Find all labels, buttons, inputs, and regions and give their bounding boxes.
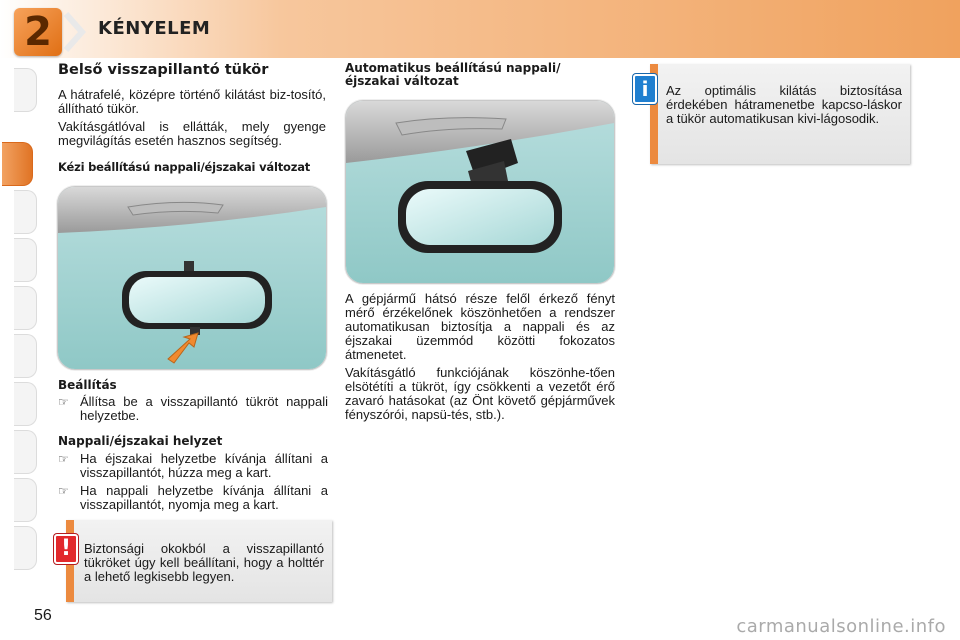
manual-version-heading: Kézi beállítású nappali/éjszakai változat: [58, 160, 311, 174]
chapter-tab-10[interactable]: [14, 526, 37, 570]
chapter-tab-4[interactable]: [14, 238, 37, 282]
page-number: 56: [34, 607, 52, 624]
automatic-description: [345, 292, 615, 422]
chapter-tab-8[interactable]: [14, 430, 37, 474]
manual-mirror-figure: [57, 186, 327, 370]
adjust-section: [58, 378, 328, 423]
chevron-right-icon: [62, 8, 92, 56]
automatic-version-heading: Automatikus beállítású nappali/ éjszakai változat: [345, 61, 561, 88]
automatic-mirror-figure: [345, 100, 615, 284]
chapter-tab-1[interactable]: [14, 68, 37, 112]
hand-pointer-icon: ☞: [58, 395, 69, 409]
day-night-item-2: ☞ Ha nappali helyzetbe kívánja állítani a visszapillantót, nyomja meg a kart.: [58, 483, 328, 512]
intro-text: [58, 88, 326, 148]
adjust-heading: Beállítás: [58, 378, 117, 392]
day-night-item-1: ☞ Ha éjszakai helyzetbe kívánja állítani a visszapillantót, húzza meg a kart.: [58, 451, 328, 480]
chapter-tab-6[interactable]: [14, 334, 37, 378]
chapter-number: 2: [24, 9, 52, 55]
intro-paragraph-2: Vakításgátlóval is ellátták, mely gyenge megvilágítás esetén hasznos segítség.: [58, 119, 326, 148]
chapter-tab-3[interactable]: [14, 190, 37, 234]
hand-pointer-icon: ☞: [58, 484, 69, 498]
rear-view-mirror-automatic-image: [346, 101, 614, 283]
chapter-header: [0, 0, 960, 58]
intro-paragraph-1: A hátrafelé, középre történő kilátást biz-tosító, állítható tükör.: [58, 87, 326, 116]
info-icon: i: [633, 74, 657, 104]
warning-icon: !: [54, 534, 78, 564]
automatic-paragraph-2: Vakításgátló funkciójának köszönhe-tően elsötétíti a tükröt, így csökkenti a vezetőt érő zavaró hatásokat (az Önt követő gépjárművek fényszórói, napsü-tés, stb.).: [345, 365, 615, 422]
chapter-tab-9[interactable]: [14, 478, 37, 522]
chapter-tab-2-active[interactable]: [2, 142, 33, 186]
chapter-tab-7[interactable]: [14, 382, 37, 426]
hand-pointer-icon: ☞: [58, 452, 69, 466]
chapter-side-tabs: [14, 68, 38, 578]
chapter-number-badge: [14, 8, 62, 56]
watermark: carmanualsonline.info: [736, 616, 946, 637]
page-title: KÉNYELEM: [98, 18, 211, 39]
section-heading: Belső visszapillantó tükör: [58, 62, 269, 78]
day-night-heading: Nappali/éjszakai helyzet: [58, 434, 223, 448]
automatic-paragraph-1: A gépjármű hátsó része felől érkező fényt mérő érzékelőnek köszönhetően a rendszer automatikusan biztosítja a nappali és az éjszakai üzemmód közötti fokozatos átmenetet.: [345, 291, 615, 362]
info-text: Az optimális kilátás biztosítása érdekében hátramenetbe kapcso-láskor a tükör automatikusan kivi-lágosodik.: [666, 83, 902, 126]
info-box: [650, 64, 910, 164]
adjust-item: ☞ Állítsa be a visszapillantó tükröt nappali helyzetbe.: [58, 394, 328, 423]
rear-view-mirror-manual-image: [58, 187, 326, 369]
warning-box: [66, 520, 332, 602]
chapter-tab-5[interactable]: [14, 286, 37, 330]
day-night-section: [58, 434, 328, 512]
warning-text: Biztonsági okokból a visszapillantó tükröket úgy kell beállítani, hogy a holttér a lehető legkisebb legyen.: [84, 541, 324, 584]
